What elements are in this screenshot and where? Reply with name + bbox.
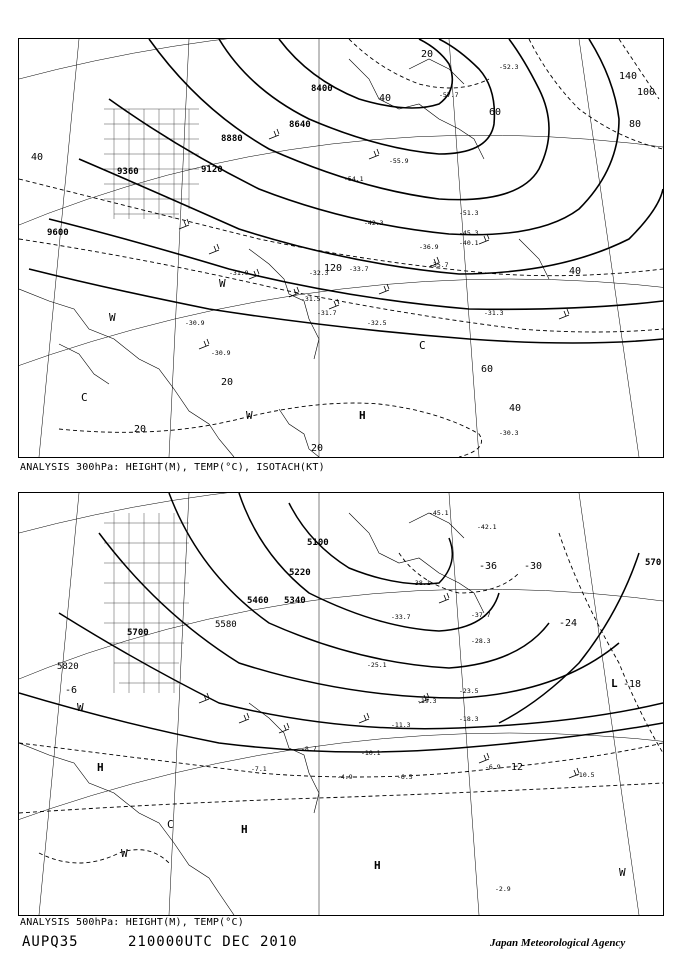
graticule (19, 39, 663, 457)
isotherms (19, 39, 663, 457)
temp-labels (185, 63, 522, 437)
temp-label: -45.3 (459, 229, 479, 237)
high-center-label: H (97, 761, 104, 774)
cold-center-label: C (81, 391, 88, 404)
temp-label: -4.9 (337, 773, 353, 781)
height-label: 5340 (284, 596, 306, 606)
temp-label: -11.3 (391, 721, 411, 729)
height-label: 8640 (289, 120, 311, 130)
height-label: 5580 (215, 620, 237, 630)
graticule (19, 493, 663, 915)
temp-label: -7.1 (251, 765, 267, 773)
temp-label: -18.3 (459, 715, 479, 723)
temp-label: -30.9 (185, 319, 205, 327)
height-label: 5820 (57, 662, 79, 672)
temp-label: -31.3 (484, 309, 504, 317)
high-center-label: H (241, 823, 248, 836)
height-label: 8400 (311, 84, 333, 94)
temp-labels (251, 509, 595, 893)
isotach-label: 20 (311, 443, 324, 454)
temp-label: -6.9 (485, 763, 501, 771)
temp-label: -2.9 (495, 885, 511, 893)
height-label: 8880 (221, 134, 243, 144)
isotach-label: 40 (569, 266, 582, 277)
isotach-label: 60 (481, 364, 494, 375)
isotach-label: 140 (619, 71, 638, 82)
temp-label: -23.5 (459, 687, 479, 695)
high-center-label: H (374, 859, 381, 872)
hatching (104, 513, 189, 693)
temp-label: -10.1 (361, 749, 381, 757)
warm-center-label: W (121, 847, 128, 860)
temp-label: -36.9 (419, 243, 439, 251)
temp-label: -37.7 (471, 611, 491, 619)
isotherm-label: -12 (505, 762, 524, 773)
height-label: 5460 (247, 596, 269, 606)
isotach-label: 40 (509, 403, 522, 414)
isotach-label: 100 (637, 87, 656, 98)
temp-label: -38.1 (411, 579, 431, 587)
warm-center-label: W (109, 311, 116, 324)
temp-label: -51.3 (459, 209, 479, 217)
wind-barbs (179, 129, 569, 349)
isotherm-label: -24 (559, 618, 578, 629)
temp-label: -42.3 (364, 219, 384, 227)
isotherm-label: -36 (479, 561, 498, 572)
isotach-label: 20 (134, 424, 147, 435)
isotach-label: 20 (421, 49, 434, 60)
map-500hpa-canvas (19, 493, 663, 915)
high-center-label: H (359, 409, 366, 422)
isotach-label: 40 (379, 93, 392, 104)
bulletin-code: AUPQ35 (22, 934, 79, 950)
temp-label: -25.1 (367, 661, 387, 669)
warm-center-label: W (246, 409, 253, 422)
height-label: 5100 (307, 538, 329, 548)
height-labels (47, 84, 333, 238)
temp-label: -30.3 (499, 429, 519, 437)
height-label: 5700 (127, 628, 149, 638)
pressure-centers (81, 277, 426, 422)
temp-label: -40.1 (459, 239, 479, 247)
temp-label: -6.5 (397, 773, 413, 781)
map-500hpa (18, 492, 664, 916)
temp-label: -28.3 (471, 637, 491, 645)
isotach-label: 40 (31, 152, 44, 163)
height-labels (57, 538, 661, 672)
wind-barbs (199, 593, 579, 778)
analysis-time: 210000UTC DEC 2010 (128, 934, 298, 950)
temp-label: -35.7 (429, 261, 449, 269)
temp-label: -10.5 (575, 771, 595, 779)
warm-center-label: W (77, 701, 84, 714)
temp-label: -31.5 (301, 295, 321, 303)
isotach-label: 60 (489, 107, 502, 118)
height-contours (29, 39, 663, 343)
temp-label: -54.1 (344, 175, 364, 183)
height-label: 5220 (289, 568, 311, 578)
isotach-label: 20 (221, 377, 234, 388)
temp-label: -19.3 (417, 697, 437, 705)
coastline (19, 513, 484, 915)
warm-center-label: W (619, 866, 626, 879)
height-label: 9120 (201, 165, 223, 175)
temp-label: -33.7 (349, 265, 369, 273)
temp-label: -30.9 (211, 349, 231, 357)
isotach-label: 120 (324, 263, 343, 274)
cold-center-label: C (419, 339, 426, 352)
temp-label: -57.7 (439, 91, 459, 99)
coastline (19, 59, 549, 457)
temp-label: -32.3 (309, 269, 329, 277)
chart-caption-500hpa: ANALYSIS 500hPa: HEIGHT(M), TEMP(°C) (20, 917, 244, 928)
height-label: 9360 (117, 167, 139, 177)
agency-name: Japan Meteorological Agency (490, 937, 626, 949)
isotherms (19, 533, 663, 863)
temp-label: -31.7 (317, 309, 337, 317)
temp-label: -8.7 (301, 745, 317, 753)
temp-label: -55.9 (389, 157, 409, 165)
isotherm-label: -30 (524, 561, 543, 572)
height-label: 570 (645, 558, 662, 568)
low-center-label: L (611, 677, 618, 690)
chart-caption-300hpa: ANALYSIS 300hPa: HEIGHT(M), TEMP(°C), ISOTACH(KT) (20, 462, 325, 473)
cold-center-label: C (167, 818, 174, 831)
isotherm-label: -18 (623, 679, 642, 690)
map-300hpa (18, 38, 664, 458)
isotach-label: 80 (629, 119, 642, 130)
temp-label: -33.7 (391, 613, 411, 621)
temp-label: -32.5 (367, 319, 387, 327)
temp-label: -45.1 (429, 509, 449, 517)
temp-label: -42.1 (477, 523, 497, 531)
temp-label: -52.3 (499, 63, 519, 71)
height-label: 9600 (47, 228, 69, 238)
warm-center-label: W (219, 277, 226, 290)
map-300hpa-canvas (19, 39, 663, 457)
temp-label: -31.9 (229, 269, 249, 277)
isotherm-label: -6 (65, 685, 78, 696)
